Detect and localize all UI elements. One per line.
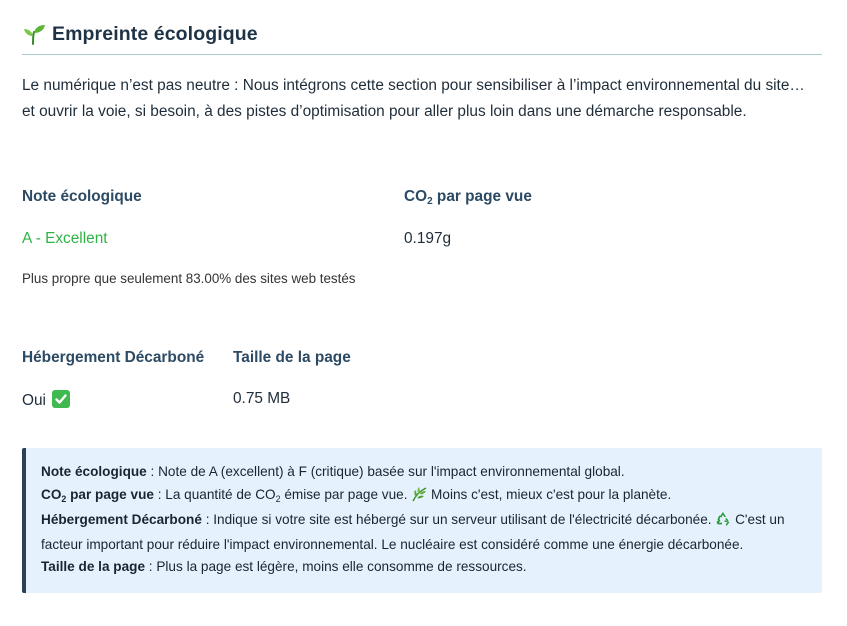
section-header: [22, 20, 822, 55]
herb-icon: [411, 486, 427, 509]
check-mark-icon: [52, 390, 70, 408]
intro-paragraph: Le numérique n’est pas neutre : Nous intégrons cette section pour sensibiliser à l’impact environnemental du site… et ouvrir la voie, si besoin, à des pistes d’optimisation pour aller plus loin dans une démarche responsable.: [22, 77, 805, 120]
hosting-value-text: Oui: [22, 392, 46, 409]
info-page-size: Taille de la page : Plus la page est légère, moins elle consomme de ressources.: [41, 559, 527, 574]
info-co2: $CO_2$ par page vue : La quantité de $CO_2$ émise par page vue. Moins c'est, mieux c'est pour la planète.: [41, 484, 808, 509]
recycle-icon: [715, 511, 731, 534]
eco-note-value: A - Excellent: [22, 230, 108, 247]
info-eco-note: Note écologique : Note de A (excellent) à F (critique) basée sur l'impact environnemental global.: [41, 464, 625, 479]
co2-label: CO2 par page vue: [404, 188, 532, 207]
page-size-label: Taille de la page: [233, 349, 351, 366]
eco-note-label: Note écologique: [22, 188, 142, 205]
hosting-value: [22, 390, 70, 410]
eco-note-comparison: Plus propre que seulement 83.00% des sites web testés: [22, 271, 356, 286]
page-size-value: 0.75 MB: [233, 390, 291, 407]
info-hosting: Hébergement Décarboné : Indique si votre site est hébergé sur un serveur utilisant de l'électricité décarbonée. C'est un facteur important pour réduire l'impact environnemental. Le nucléaire est considéré comme une énergie décarbonée.: [41, 512, 785, 552]
co2-value: 0.197g: [404, 230, 452, 247]
sprout-icon: [22, 22, 46, 46]
hosting-label: Hébergement Décarboné: [22, 349, 205, 366]
eco-footprint-section: [22, 20, 822, 125]
info-legend-box: [22, 448, 822, 593]
page-title: Empreinte écologique: [52, 22, 258, 45]
